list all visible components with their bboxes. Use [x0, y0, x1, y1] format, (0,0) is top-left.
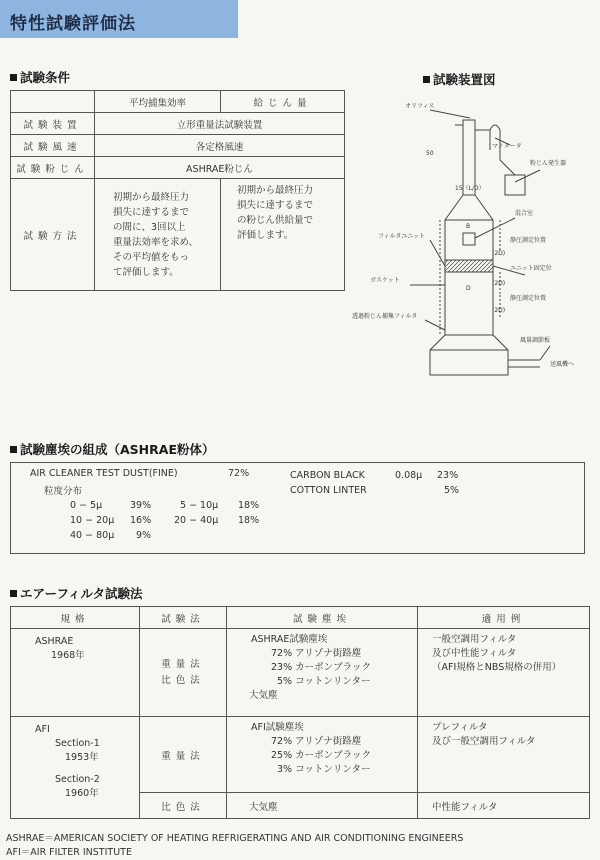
ashrae-app-3: （AFI規格とNBS規格の併用）: [432, 662, 562, 673]
ashrae-dust-pct: 72%: [271, 648, 293, 659]
methods-header-standard: 規格: [11, 607, 140, 629]
label-blower: 送風機へ: [550, 361, 575, 368]
afi-dust-name: カーボンブラック: [295, 750, 371, 761]
label-mixing: 混合室: [515, 210, 534, 217]
dist-pct-2: 16%: [130, 515, 152, 526]
method-efficiency-line: 重量法効率を求め、: [113, 236, 199, 248]
carbon-pct: 23%: [437, 470, 459, 481]
method-dust-line: の粉じん供給量で: [237, 215, 314, 226]
inlet-cone: [445, 195, 493, 220]
afi-dust-pct: 25%: [271, 750, 293, 761]
conditions-table: [10, 90, 345, 291]
dist-row-3: [174, 515, 218, 526]
afi-year-2: 1960年: [65, 788, 99, 799]
ashrae-dust-name: コットンリンター: [295, 676, 371, 687]
ashrae-method-cell: [140, 629, 227, 717]
method-efficiency-cell: [95, 179, 221, 291]
methods-table: [10, 606, 590, 819]
afi-name: AFI: [35, 724, 50, 735]
dist-range: 10 − 20: [70, 515, 109, 526]
ashrae-name: ASHRAE: [35, 636, 74, 647]
row-label-dust: 試験粉じん: [11, 157, 95, 179]
afi-dust-cell: [227, 717, 418, 793]
afi-dust-row: [251, 749, 417, 763]
dist-pct-1: 18%: [238, 500, 260, 511]
afi-dust-title: AFI試験塵埃: [251, 722, 304, 733]
dim-2D-3: (2D): [492, 307, 506, 314]
row-label-velocity: 試験風速: [11, 135, 95, 157]
dist-range: 40 − 80: [70, 530, 109, 541]
vertical-duct: [445, 220, 493, 335]
ashrae-standard-cell: [11, 629, 140, 717]
ashrae-dust-pct: 5%: [277, 676, 293, 687]
method-efficiency-text: [113, 190, 220, 280]
ashrae-dust-row: [251, 675, 417, 689]
label-gasket: ガスケット: [370, 277, 400, 284]
dist-row-4: [70, 530, 114, 541]
method-efficiency-line: 損失に達するまで: [113, 206, 190, 218]
label-dust-generator: 粉じん発生器: [530, 160, 567, 167]
label-unit-pos: ユニット固定位: [510, 265, 552, 272]
label-pressure-up: 静圧測定位置: [510, 237, 547, 244]
afi-method-1: 重量法: [140, 717, 227, 793]
method-efficiency-line: 初期から最終圧力: [113, 191, 190, 203]
row-label-apparatus: 試験装置: [11, 113, 95, 135]
dist-unit: μ: [108, 515, 115, 526]
composition-main: AIR CLEANER TEST DUST(FINE): [30, 468, 178, 479]
bottom-chamber: [430, 350, 508, 375]
composition-main-pct: 72%: [228, 468, 250, 479]
method-dust-line: 評価します。: [237, 230, 294, 241]
label-flow-adjust: 風量調節板: [520, 337, 551, 344]
ashrae-method-1: 重量法: [161, 658, 205, 670]
footnote-ashrae: ASHRAE＝AMERICAN SOCIETY OF HEATING REFRIGERATING AND AIR CONDITIONING ENGINEERS: [6, 833, 464, 844]
orifice-pipe: [463, 120, 475, 195]
dist-row-2: [70, 515, 114, 526]
dist-unit: μ: [96, 500, 103, 511]
ashrae-method-2: 比色法: [161, 674, 205, 686]
afi-method-2: 比色法: [140, 793, 227, 819]
ashrae-dust-title: ASHRAE試験塵埃: [251, 634, 328, 645]
dist-row-1: [180, 500, 218, 511]
afi-dust-name: アリゾナ街路塵: [295, 736, 362, 747]
ashrae-app-1: 一般空調用フィルタ: [432, 634, 517, 645]
ashrae-dust-extra: 大気塵: [249, 690, 278, 701]
dist-row-0: [70, 500, 102, 511]
afi-app-2: 及び一般空調用フィルタ: [432, 736, 536, 747]
label-filter-unit: フィルタユニット: [378, 233, 426, 240]
dim-B: B: [466, 223, 471, 230]
dist-pct-0: 39%: [130, 500, 152, 511]
label-final-filter: 透過粉じん捕集フィルタ: [352, 313, 418, 320]
ashrae-dust-row: [251, 647, 417, 661]
dim-2D-1: (2D): [492, 250, 506, 257]
filter-unit-band: [445, 260, 493, 272]
carbon-size-value: 0.08: [395, 470, 417, 481]
method-efficiency-line: その平均値をもっ: [113, 251, 190, 263]
section-composition-heading: 試験塵埃の組成（ASHRAE粉体）: [10, 440, 214, 458]
section-conditions-heading: 試験条件: [10, 68, 70, 86]
method-dust-line: 初期から最終圧力: [237, 185, 314, 196]
cotton-pct: 5%: [444, 485, 460, 496]
dist-range: 20 − 40: [174, 515, 213, 526]
afi-apps-cell: [418, 717, 590, 793]
afi-app-1: プレフィルタ: [432, 722, 488, 733]
carbon-size: [395, 470, 422, 481]
afi-dust-pct: 3%: [277, 764, 293, 775]
conditions-corner-cell: [11, 91, 95, 113]
section-apparatus-heading: 試験装置図: [423, 70, 496, 88]
methods-header-application: 適用例: [418, 607, 590, 629]
dim-2D-2: (2D): [492, 280, 506, 287]
afi-app-3: 中性能フィルタ: [418, 793, 590, 819]
test-apparatus-diagram: [350, 90, 600, 380]
row-value-dust: ASHRAE粉じん: [95, 157, 345, 179]
dist-pct-4: 9%: [136, 530, 152, 541]
afi-dust-2: 大気塵: [227, 793, 418, 819]
ashrae-dust-name: アリゾナ街路塵: [295, 648, 362, 659]
afi-dust-pct: 72%: [271, 736, 293, 747]
dist-unit: μ: [212, 500, 219, 511]
afi-section-1: Section-1: [55, 738, 100, 749]
ashrae-dust-row: [251, 661, 417, 675]
dim-angle: 15（L/D）: [455, 185, 485, 192]
method-efficiency-line: の間に、3回以上: [113, 221, 186, 233]
row-value-velocity: 各定格風速: [95, 135, 345, 157]
carbon-black: CARBON BLACK: [290, 470, 365, 481]
dist-unit: μ: [108, 530, 115, 541]
ashrae-dust-name: カーボンブラック: [295, 662, 371, 673]
ashrae-apps-cell: [418, 629, 590, 717]
afi-dust-name: コットンリンター: [295, 764, 371, 775]
method-dust-text: [237, 183, 344, 243]
col-header-efficiency: 平均捕集効率: [95, 91, 221, 113]
dist-label: 粒度分布: [44, 486, 83, 497]
dim-50: 50: [426, 150, 434, 157]
row-label-method: 試験方法: [11, 179, 95, 291]
afi-dust-row: [251, 735, 417, 749]
afi-standard-cell: [11, 717, 140, 819]
page-title: 特性試験評価法: [10, 14, 136, 34]
col-header-dust-feed: 給じん量: [221, 91, 345, 113]
section-methods-heading: エアーフィルタ試験法: [10, 584, 143, 602]
dist-range: 5 − 10: [180, 500, 213, 511]
dim-D: D: [466, 285, 471, 292]
method-dust-line: 損失に達するまで: [237, 200, 314, 211]
label-manometer: マノメータ: [492, 143, 522, 150]
ashrae-dust-cell: [227, 629, 418, 717]
method-efficiency-line: て評価します。: [113, 266, 179, 278]
method-dust-cell: [221, 179, 345, 291]
methods-header-dust: 試験塵埃: [227, 607, 418, 629]
dust-generator-box: [505, 175, 525, 195]
label-orifice: オリフィス: [405, 103, 435, 110]
dist-range: 0 − 5: [70, 500, 97, 511]
afi-section-2: Section-2: [55, 774, 100, 785]
cotton-linter: COTTON LINTER: [290, 485, 367, 496]
afi-year-1: 1953年: [65, 752, 99, 763]
ashrae-dust-pct: 23%: [271, 662, 293, 673]
ashrae-app-2: 及び中性能フィルタ: [432, 648, 517, 659]
row-value-apparatus: 立形重量法試験装置: [95, 113, 345, 135]
methods-header-method: 試験法: [140, 607, 227, 629]
ashrae-year: 1968年: [51, 650, 85, 661]
afi-dust-row: [251, 763, 417, 777]
carbon-size-unit: μ: [416, 470, 423, 481]
label-pressure-down: 静圧測定位置: [510, 295, 547, 302]
dist-pct-3: 18%: [238, 515, 260, 526]
dist-unit: μ: [212, 515, 219, 526]
footnote-afi: AFI＝AIR FILTER INSTITUTE: [6, 847, 132, 858]
